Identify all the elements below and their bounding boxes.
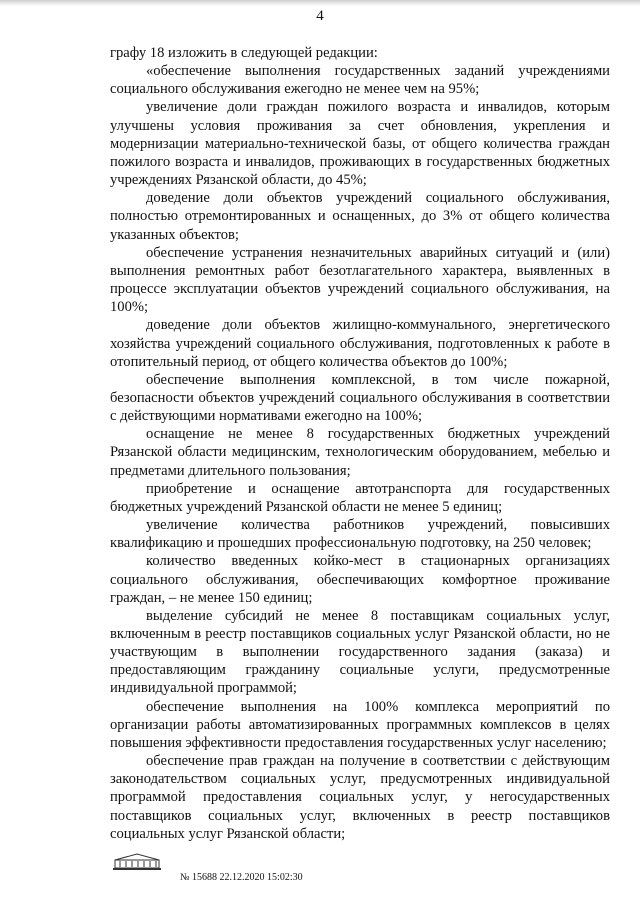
paragraph: обеспечение выполнения на 100% комплекса мероприятий по организации работы автоматизированных программных комплексов в целях повышения эффективности предоставления государственных услуг населению; [110,698,610,751]
paragraph: «обеспечение выполнения государственных заданий учреждениями социального обслуживания ежегодно не менее чем на 95%; [110,63,610,98]
page-number: 4 [316,8,324,24]
paragraph: количество введенных койко-мест в стационарных организациях социального обслуживания, обеспечивающих комфортное проживание граждан, – не менее 150 единиц; [110,553,610,606]
paragraph: увеличение доли граждан пожилого возраста и инвалидов, которым улучшены условия проживания за счет обновления, укрепления и модернизации материально-технической базы, от общего количества граждан пожилого возраста и инвалидов, проживающих в государственных бюджетных учреждениях Рязанской области, до 45%; [110,99,610,189]
paragraph: обеспечение прав граждан на получение в соответствии с действующим законодательством социальных услуг, предусмотренных индивидуальной программой предоставления социальных услуг, у негосударственных поставщиков социальных услуг, включенных в реестр поставщиков социальных услуг Рязанской области; [110,753,610,842]
paragraph: графу 18 изложить в следующей редакции: [110,45,378,61]
paragraph: приобретение и оснащение автотранспорта для государственных бюджетных учреждений Рязанской области не менее 5 единиц; [110,480,610,515]
paragraph: доведение доли объектов учреждений социального обслуживания, полностью отремонтированных и оснащенных, до 3% от общего количества указанных объектов; [110,190,610,243]
paragraph: доведение доли объектов жилищно-коммунального, энергетического хозяйства учреждений социального обслуживания, подготовленных к работе в отопительный период, от общего количества объектов до 100%; [110,317,610,370]
paragraph: оснащение не менее 8 государственных бюджетных учреждений Рязанской области медицинским, технологическим оборудованием, мебелью и предметами длительного пользования; [110,426,610,479]
paragraph: увеличение количества работников учреждений, повысивших квалификацию и прошедших профессиональную подготовку, на 250 человек; [110,517,610,552]
paragraph: выделение субсидий не менее 8 поставщикам социальных услуг, включенным в реестр поставщиков социальных услуг Рязанской области, но не участвующим в выполнении государственного задания (заказа) и предоставляющим гражданину социальные услуги, предусмотренные индивидуальной программой; [110,607,610,697]
document-stamp: № 15688 22.12.2020 15:02:30 [180,872,303,883]
building-emblem-icon [112,852,162,872]
scan-edge [0,0,640,6]
paragraph: обеспечение устранения незначительных аварийных ситуаций и (или) выполнения ремонтных работ безотлагательного характера, выявленных в процессе эксплуатации объектов учреждений социального обслуживания, на 100%; [110,244,610,316]
document-body [110,44,610,843]
paragraph: обеспечение выполнения комплексной, в том числе пожарной, безопасности объектов учреждений социального обслуживания в соответствии с действующими нормативами ежегодно на 100%; [110,371,610,425]
